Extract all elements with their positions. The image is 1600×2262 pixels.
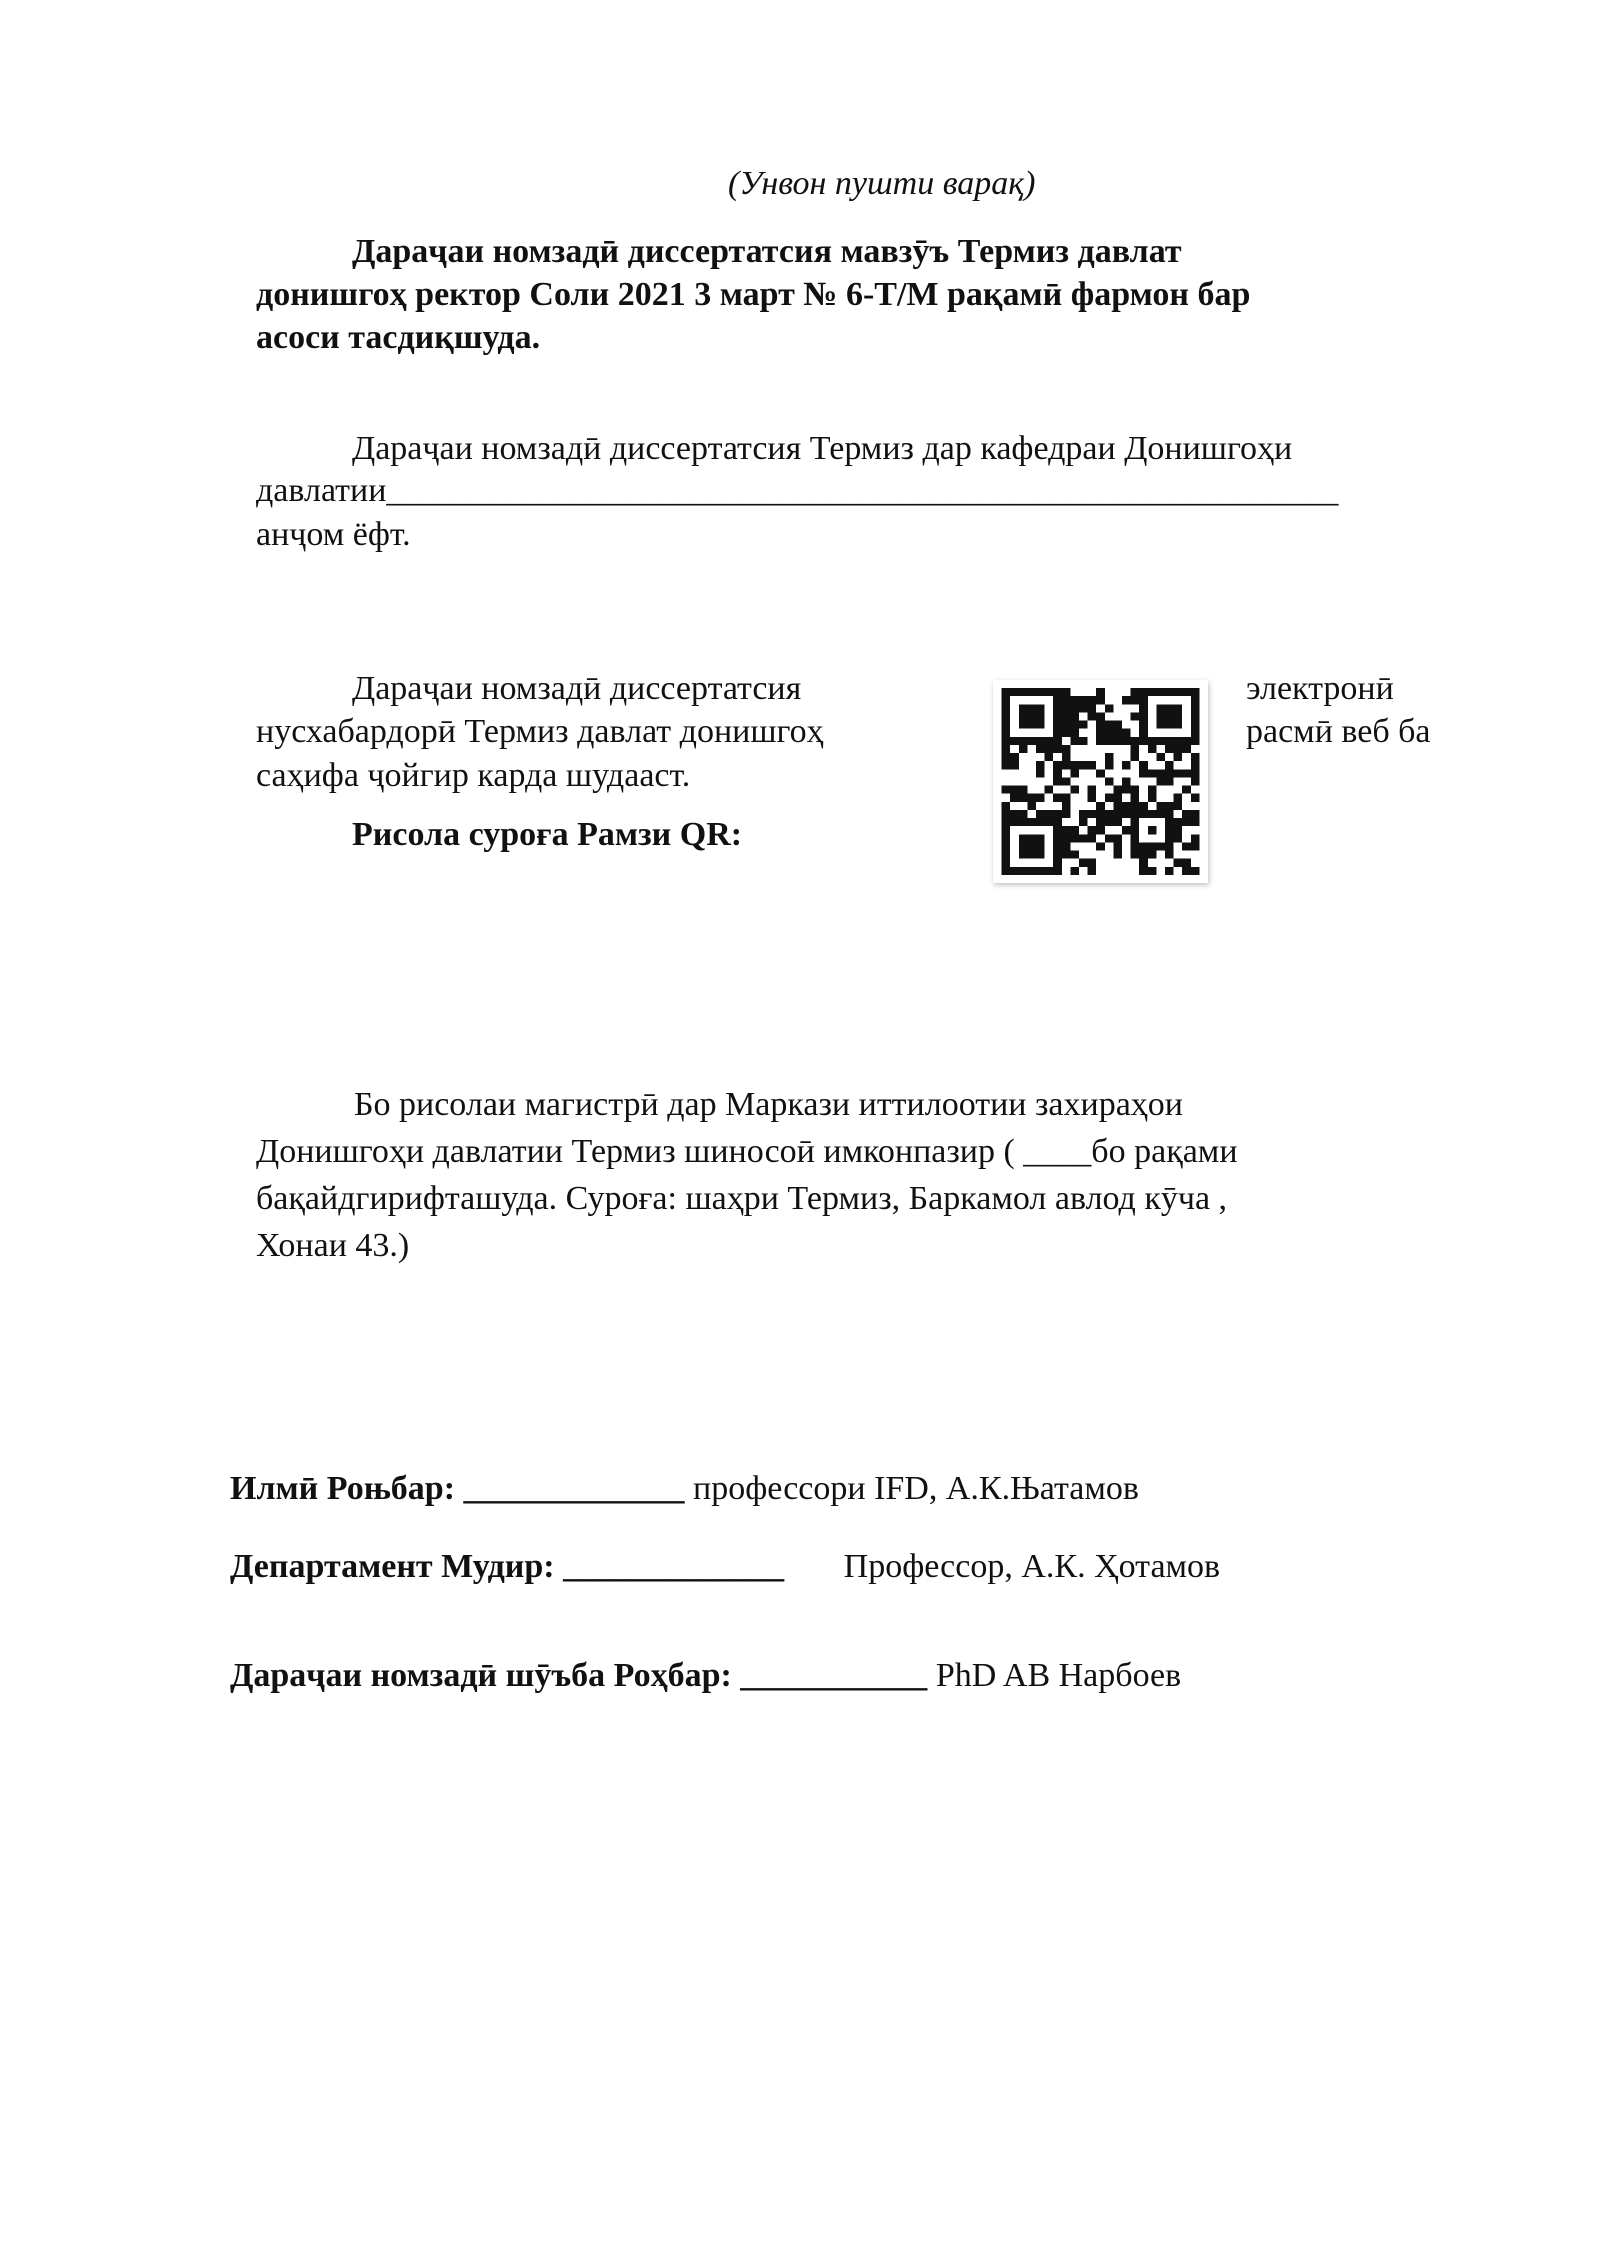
signature-label: Дараҷаи номзадӣ шӯъба Роҳбар: ___________ [230,1657,928,1694]
electronic-left-line-1: Дараҷаи номзадӣ диссертатсия [352,670,802,707]
registration-line-1: Бо рисолаи магистрӣ дар Маркази иттилоотии захираҳои [354,1086,1183,1123]
registration-line-4: Хонаи 43.) [256,1227,410,1264]
signature-value: PhD AB Нарбоев [927,1657,1182,1694]
signature-value: профессори IFD, А.К.Њатамов [684,1470,1139,1507]
approval-line-1: Дараҷаи номзадӣ диссертатсия мавзӯъ Термиз давлат [352,233,1182,270]
approval-line-2: донишгоҳ ректор Соли 2021 3 март № 6-Т/М рақамӣ фармон бар [256,276,1251,313]
signature-scientific-supervisor [230,1467,1139,1511]
electronic-right-line-1: электронӣ [1246,670,1394,707]
signature-department-head [230,1545,1220,1589]
electronic-left-line-3: саҳифа ҷойгир карда шудааст. [256,757,691,794]
header-note: (Унвон пушти варақ) [728,165,1036,202]
qr-code-graphic [993,680,1208,883]
registration-line-3: бақайдгирифташуда. Суроға: шаҳри Термиз, Баркамол авлод кӯча , [256,1180,1228,1217]
registration-line-2: Донишгоҳи давлатии Термиз шиносоӣ имконпазир ( ____бо рақами [256,1133,1238,1170]
signature-section-head [230,1654,1181,1698]
signature-label: Илмӣ Роњбар: _____________ [230,1470,685,1507]
department-line-1: Дараҷаи номзадӣ диссертатсия Термиз дар кафедраи Донишгоҳи [352,430,1293,467]
approval-line-3: асоси тасдиқшуда. [256,319,541,356]
qr-code-icon [993,680,1208,883]
electronic-right-line-2: расмӣ веб ба [1246,713,1431,750]
qr-label: Рисола суроға Рамзи QR: [352,816,743,853]
department-line-2: давлатии________________________________________________________ [256,472,1339,509]
signature-label: Департамент Мудир: _____________ [230,1548,785,1585]
signature-value: Профессор, А.К. Ҳотамов [784,1548,1221,1585]
electronic-left-line-2: нусхабардорӣ Термиз давлат донишгоҳ [256,713,824,750]
department-line-3: анҷом ёфт. [256,516,411,553]
